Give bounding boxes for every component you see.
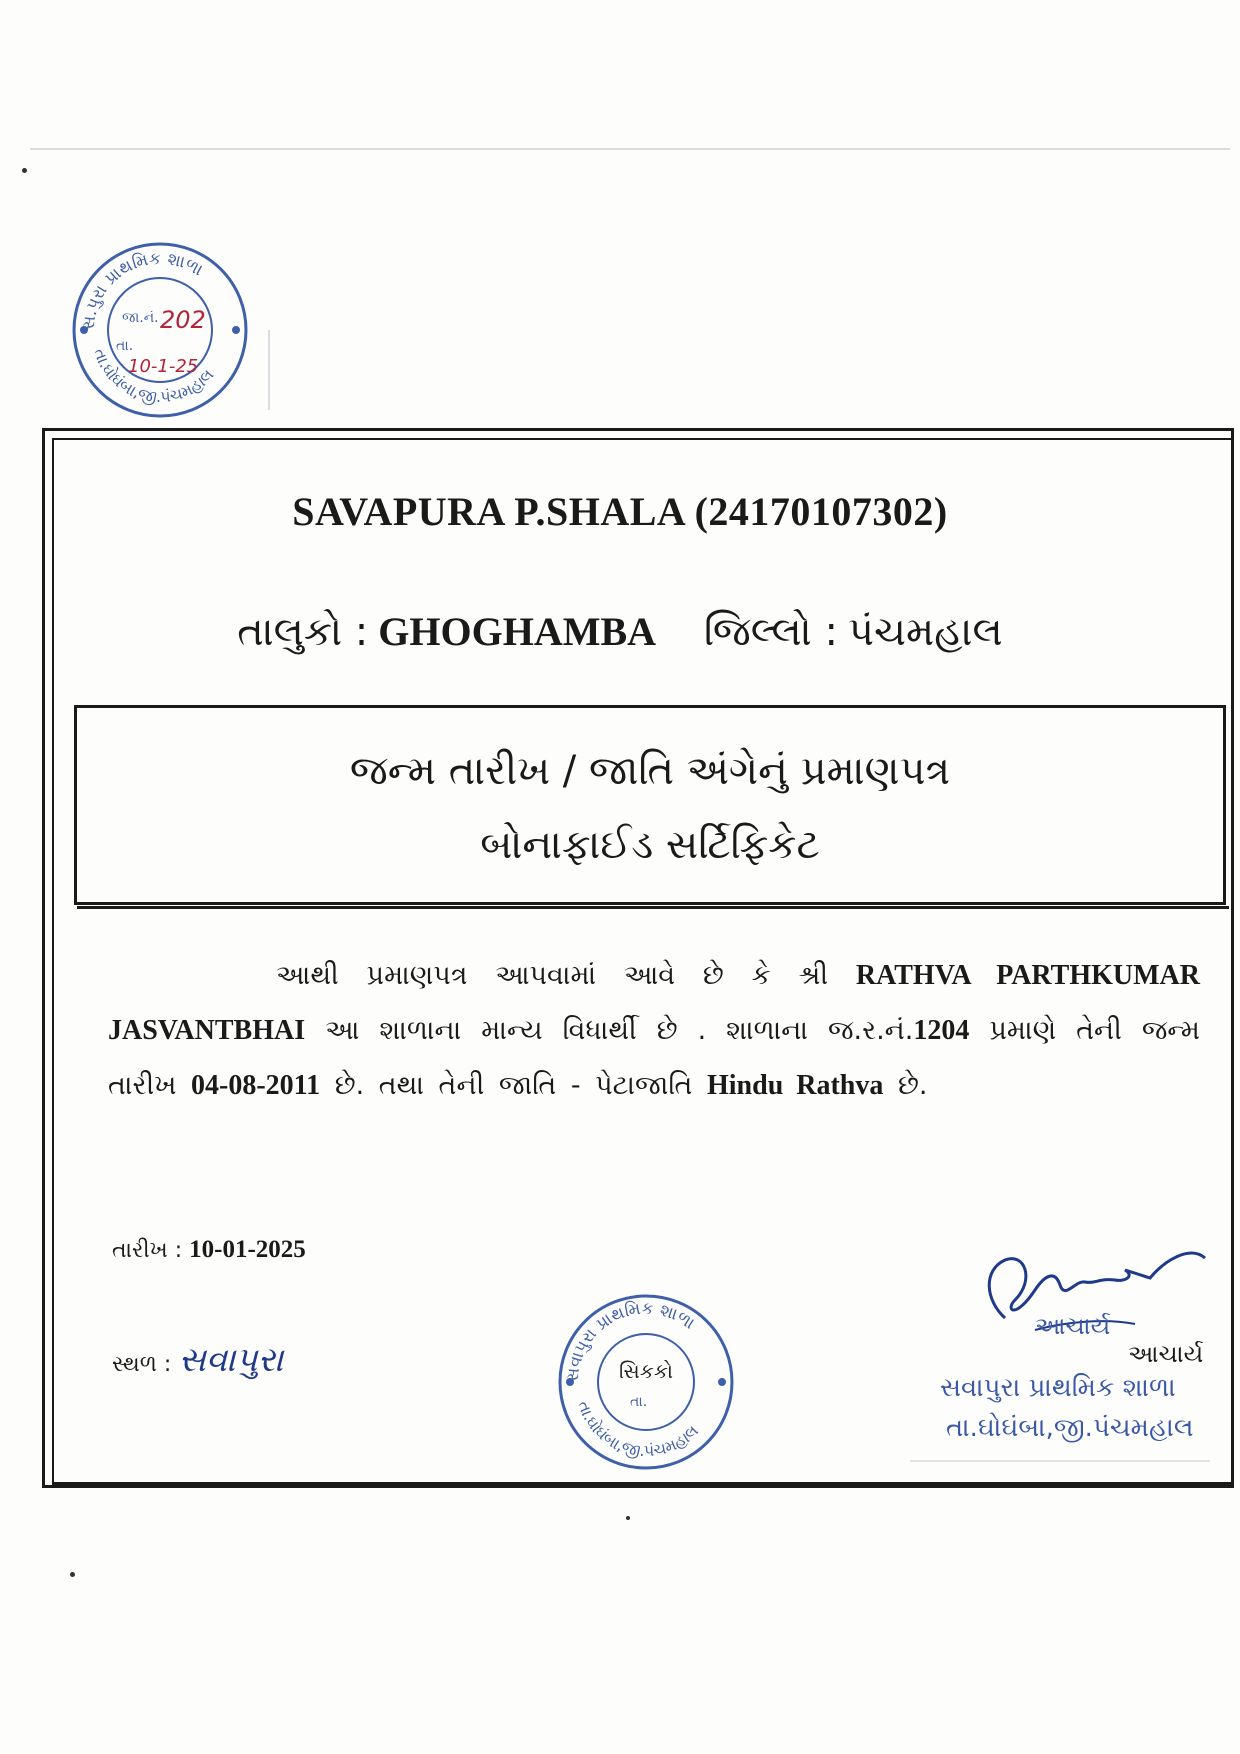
place-label: સ્થળ : (112, 1352, 172, 1377)
seal-date-value: 10-1-25 (128, 356, 199, 377)
scan-speck (626, 1516, 630, 1520)
body-text-3: પ્રમાણે તેની જન્મ તારીખ (108, 1015, 1200, 1101)
certificate-body (108, 948, 1200, 1113)
school-title: SAVAPURA P.SHALA (24170107302) (292, 489, 948, 534)
body-text-5: છે. (897, 1070, 928, 1101)
taluka-label: તાલુકો : (237, 609, 369, 655)
school-seal (554, 1290, 738, 1474)
seal-no-label: જા.નં. (122, 310, 159, 326)
date-label: તારીખ : (112, 1238, 183, 1263)
principal-signature (975, 1240, 1215, 1344)
district-label: જિલ્લો : (703, 609, 838, 655)
certificate-heading-box (74, 705, 1226, 905)
inward-seal (68, 238, 252, 422)
district-value: પંચમહાલ (848, 609, 1003, 655)
school-seal-ring-text: સવાપુરા પ્રાથમિક શાળા (562, 1298, 699, 1383)
seal-ring-text: સ.પુરા પ્રાથમિક શાળા (78, 248, 207, 331)
place-value: સવાપુરા (178, 1340, 284, 1380)
scan-edge-line (910, 1460, 1210, 1462)
school-seal-center-sub: તા. (630, 1394, 648, 1410)
certificate-title: જન્મ તારીખ / જાતિ અંગેનું પ્રમાણપત્ર (349, 748, 951, 794)
signatory-designation: આચાર્ય (1128, 1340, 1204, 1368)
seal-date-label: તા. (116, 338, 134, 354)
signatory-address: તા.ઘોઘંબા,જી.પંચમહાલ (946, 1413, 1194, 1443)
body-text-4: છે. તથા તેની જાતિ - પેટાજાતિ (334, 1070, 693, 1101)
signature-stamp-word: આચાર્ય (1035, 1312, 1111, 1340)
school-seal-center-text: સિકકો (619, 1359, 673, 1383)
school-seal-bottom-text: તા.ઘોઘંબા,જી.પંચમહાલ (574, 1398, 703, 1461)
certificate-subtitle: બોનાફાઈડ સર્ટિફિકેટ (480, 822, 820, 868)
taluka-value: GHOGHAMBA (378, 609, 654, 654)
issue-date (112, 1236, 306, 1264)
seal-bottom-text: તા.ઘોઘંબા,જી.પંચમહાલ (90, 345, 218, 407)
location-line (0, 608, 1240, 655)
date-value: 10-01-2025 (189, 1236, 306, 1263)
scan-edge-line (30, 148, 1230, 150)
scan-speck (70, 1572, 75, 1577)
register-number: 1204 (913, 1015, 970, 1046)
issue-place (112, 1340, 283, 1380)
scan-edge-line (268, 330, 270, 410)
student-name: RATHVA PARTHKUMAR JASVANTBHAI (108, 960, 1200, 1046)
scan-speck (22, 168, 27, 173)
caste-value: Hindu Rathva (706, 1070, 884, 1101)
body-text-2: આ શાળાના માન્ય વિધાર્થી છે . શાળાના જ.ર.નં. (325, 1015, 914, 1046)
signatory-school: સવાપુરા પ્રાથમિક શાળા (940, 1373, 1176, 1403)
body-text-1: આથી પ્રમાણપત્ર આપવામાં આવે છે કે શ્રી (276, 960, 829, 991)
seal-no-value: 202 (160, 306, 206, 334)
birth-date: 04-08-2011 (191, 1070, 321, 1101)
